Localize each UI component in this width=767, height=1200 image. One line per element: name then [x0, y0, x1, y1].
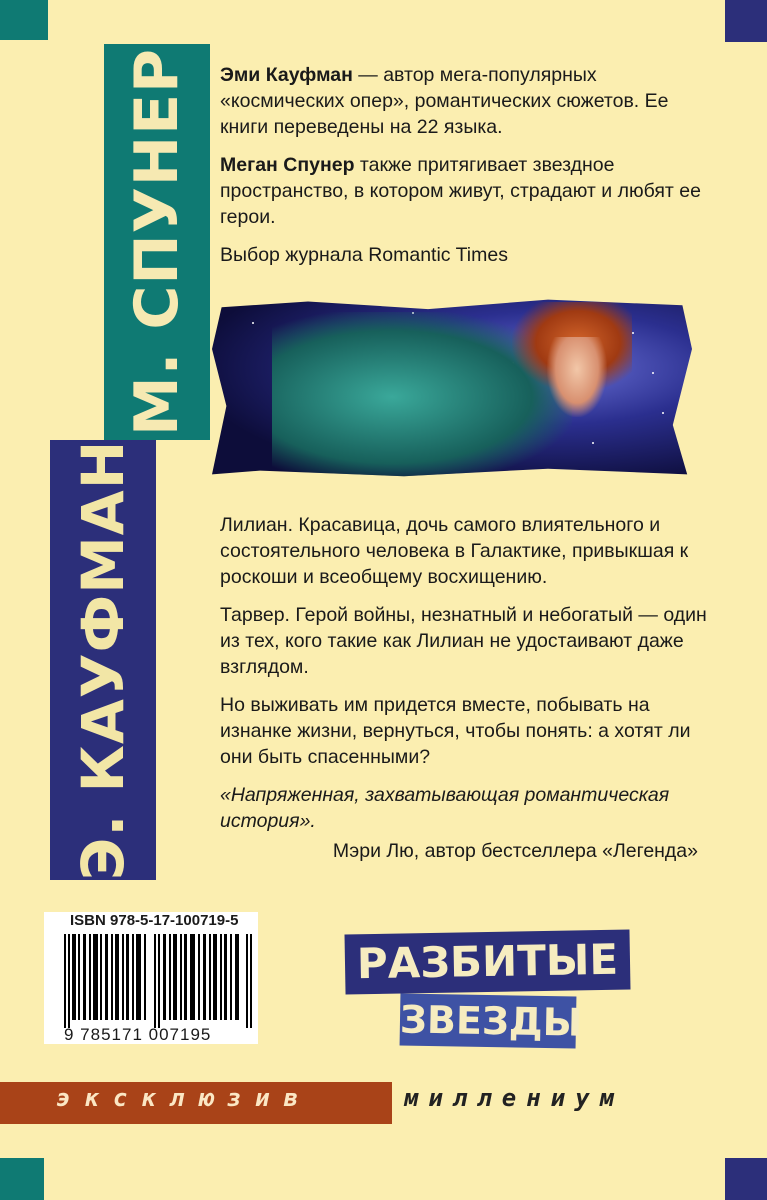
author-spunner-name: М. СПУНЕР [122, 47, 192, 437]
author-spunner-block [104, 44, 210, 440]
series-label-left: эксклюзив [56, 1084, 313, 1112]
blurb-paragraph-1: Лилиан. Красавица, дочь самого влиятельного и состоятельного человека в Галактике, привыкшая к роскоши и всеобщему восхищению. [220, 514, 689, 588]
barcode-digits: 9 785171 007195 [64, 1025, 212, 1044]
series-label-right: миллениум [404, 1084, 625, 1112]
intro-paragraph-3: Выбор журнала Romantic Times [220, 244, 508, 266]
intro-paragraph-1 [220, 62, 720, 140]
intro-name-1: Эми Кауфман [220, 64, 353, 86]
author-kaufman-block [50, 440, 156, 880]
cover-illustration [212, 292, 692, 482]
title-line-1: РАЗБИТЫЕ [344, 930, 630, 995]
author-intro [220, 62, 720, 280]
title-line-2: ЗВЕЗДЫ [400, 993, 577, 1048]
intro-text-1: — автор мега-популярных «космических опер», романтических сюжетов. Ее книги переведены на 22 языка. [220, 64, 669, 138]
corner-decoration-top-left [0, 0, 48, 40]
isbn-label: ISBN 978-5-17-100719-5 [70, 912, 239, 929]
blurb [220, 512, 720, 876]
intro-paragraph-2 [220, 152, 720, 230]
corner-decoration-bottom-right [725, 1158, 767, 1200]
illustration-figure [547, 337, 607, 417]
blurb-paragraph-2: Тарвер. Герой войны, незнатный и небогатый — один из тех, кого такие как Лилиан не удостаивают даже взглядом. [220, 604, 707, 678]
intro-text-2: также притягивает звездное пространство, в котором живут, страдают и любят ее герои. [220, 154, 701, 228]
corner-decoration-top-right [725, 0, 767, 42]
intro-name-2: Меган Спунер [220, 154, 355, 176]
author-kaufman-name: Э. КАУФМАН [69, 439, 137, 881]
corner-decoration-bottom-left [0, 1158, 44, 1200]
barcode-area [44, 912, 258, 1044]
barcode [64, 934, 252, 1028]
blurb-quote-author: Мэри Лю, автор бестселлера «Легенда» [332, 840, 698, 862]
blurb-quote: «Напряженная, захватывающая романтическая история». [220, 784, 670, 832]
blurb-paragraph-3: Но выживать им придется вместе, побывать на изнанке жизни, вернуться, чтобы понять: а хотят ли они быть спасенными? [220, 694, 691, 768]
